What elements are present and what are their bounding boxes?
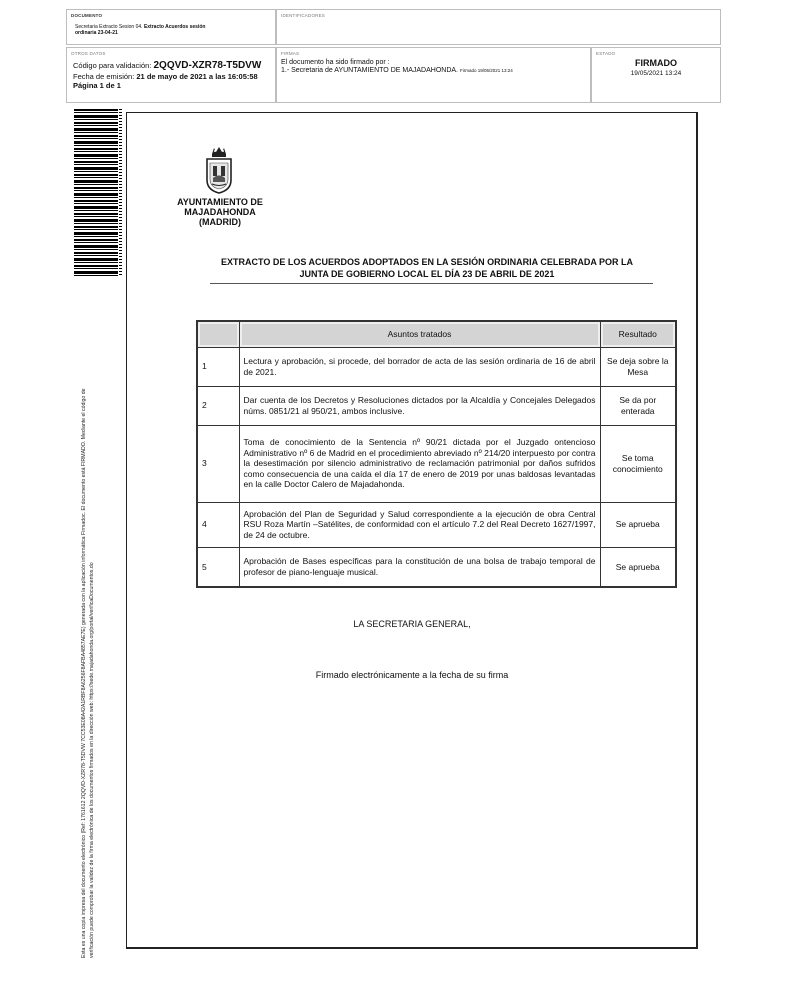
header-asuntos: Asuntos tratados <box>239 321 600 347</box>
signed-note: Firmado electrónicamente a la fecha de su firma <box>315 670 509 680</box>
documento-prefix: Secretaria Extracto Sesion 04. <box>75 24 143 30</box>
row-result: Se toma conocimiento <box>600 425 676 502</box>
validation-code: 2QQVD-XZR78-T5DVW <box>153 60 262 71</box>
title-line-2: JUNTA DE GOBIERNO LOCAL EL DÍA 23 DE ABRIL DE 2021 <box>299 269 555 279</box>
row-number: 1 <box>197 347 239 386</box>
firmas-line-1: El documento ha sido firmado por : <box>281 59 390 66</box>
page-count-text: Página 1 de 1 <box>73 81 121 90</box>
table-header-row <box>197 321 676 347</box>
coat-of-arms-icon <box>203 146 235 194</box>
table-row <box>197 425 676 502</box>
estado-date: 19/05/2021 13:24 <box>630 70 682 77</box>
table-row <box>197 547 676 587</box>
emission-date: 21 de mayo de 2021 a las 16:05:58 <box>136 72 258 81</box>
row-number: 2 <box>197 386 239 425</box>
firmas-signer: 1.- Secretaria de AYUNTAMIENTO DE MAJADAHONDA. <box>281 67 458 74</box>
firmas-signed-at: Firmado 19/05/2021 13:24 <box>459 68 513 73</box>
header-estado-box <box>591 47 721 103</box>
entity-line-2: MAJADAHONDA <box>184 207 256 217</box>
firmas-caption: FIRMAS <box>281 51 300 56</box>
header-identificadores-box <box>276 9 721 45</box>
estado-caption: ESTADO <box>596 51 616 56</box>
validation-code-line <box>73 61 261 70</box>
verification-side-text <box>80 293 96 958</box>
header-resultado: Resultado <box>600 321 676 347</box>
row-result: Se aprueba <box>600 547 676 587</box>
row-description: Toma de conocimiento de la Sentencia nº 90/21 dictada por el Juzgado ontencioso Administrativo nº 6 de Madrid en el procedimiento abreviado nº 214/20 interpuesto por contra la desestimación por silencio administrativo de reclamación patrimonial por daños sufridos como consecuencia de una caída el día 17 de enero de 2019 por unas baldosas levantadas en la calle Doctor Calero de Majadahonda. <box>239 425 600 502</box>
title-line-1: EXTRACTO DE LOS ACUERDOS ADOPTADOS EN LA SESIÓN ORDINARIA CELEBRADA POR LA <box>220 257 634 267</box>
emission-date-label: Fecha de emisión: <box>73 72 135 81</box>
side-text-line-1: Esta es una copia impresa del documento electrónico (Ref: 1761612 2QQVD-XZR78-T5DVW 7CC53E08A42A1RBF8A6256F8AFBA4857AE7E) generada con la aplicación informática Firmadoc. El documento está FIRMADO. Mediante el código de <box>81 388 87 958</box>
identificadores-caption: IDENTIFICADORES <box>281 13 326 18</box>
row-number: 4 <box>197 502 239 547</box>
row-result: Se aprueba <box>600 502 676 547</box>
entity-name <box>172 197 268 227</box>
documento-title-2: ordinaria 23-04-21 <box>75 30 118 36</box>
header-documento-box <box>66 9 276 45</box>
emission-date-line <box>73 72 258 81</box>
documento-caption: DOCUMENTO <box>71 13 103 18</box>
validation-code-label: Código para validación: <box>73 61 152 70</box>
side-text-line-2: verificación puede comprobar la validez de la firma electrónica de los documentos firmados en la dirección web: https://sede.majadahonda.org/portal/verificaDocumentos.do <box>89 562 95 958</box>
firmas-line-2 <box>281 67 513 75</box>
otros-datos-caption: OTROS DATOS <box>71 51 106 56</box>
agenda-table <box>196 320 677 588</box>
row-description: Aprobación del Plan de Seguridad y Salud correspondiente a la ejecución de obra Central RSU Roza Martín –Satélites, de conformidad con el artículo 7.2 del Real Decreto 1627/1997, de 24 de octubre. <box>239 502 600 547</box>
row-result: Se deja sobre la Mesa <box>600 347 676 386</box>
documento-title: Extracto Acuerdos sesión <box>143 24 206 30</box>
header-otros-datos-box <box>66 47 276 103</box>
barcode <box>74 109 118 276</box>
documento-subject <box>75 24 265 36</box>
row-description: Lectura y aprobación, si procede, del borrador de acta de las sesión ordinaria de 16 de abril de 2021. <box>239 347 600 386</box>
signer-title: LA SECRETARIA GENERAL, <box>353 619 471 629</box>
row-number: 5 <box>197 547 239 587</box>
table-row <box>197 347 676 386</box>
entity-line-3: (MADRID) <box>199 217 241 227</box>
header-number <box>197 321 239 347</box>
row-result: Se da por enterada <box>600 386 676 425</box>
row-number: 3 <box>197 425 239 502</box>
entity-line-1: AYUNTAMIENTO DE <box>177 197 263 207</box>
title-underline <box>210 283 653 284</box>
page-count <box>73 81 121 90</box>
estado-value: FIRMADO <box>635 58 677 68</box>
header-firmas-box <box>276 47 591 103</box>
row-description: Aprobación de Bases específicas para la constitución de una bolsa de trabajo temporal de profesor de piano-lenguaje musical. <box>239 547 600 587</box>
row-description: Dar cuenta de los Decretos y Resoluciones dictados por la Alcaldía y Concejales Delegados núms. 0851/21 al 950/21, ambos inclusive. <box>239 386 600 425</box>
table-row <box>197 502 676 547</box>
document-title <box>196 256 658 280</box>
table-row <box>197 386 676 425</box>
